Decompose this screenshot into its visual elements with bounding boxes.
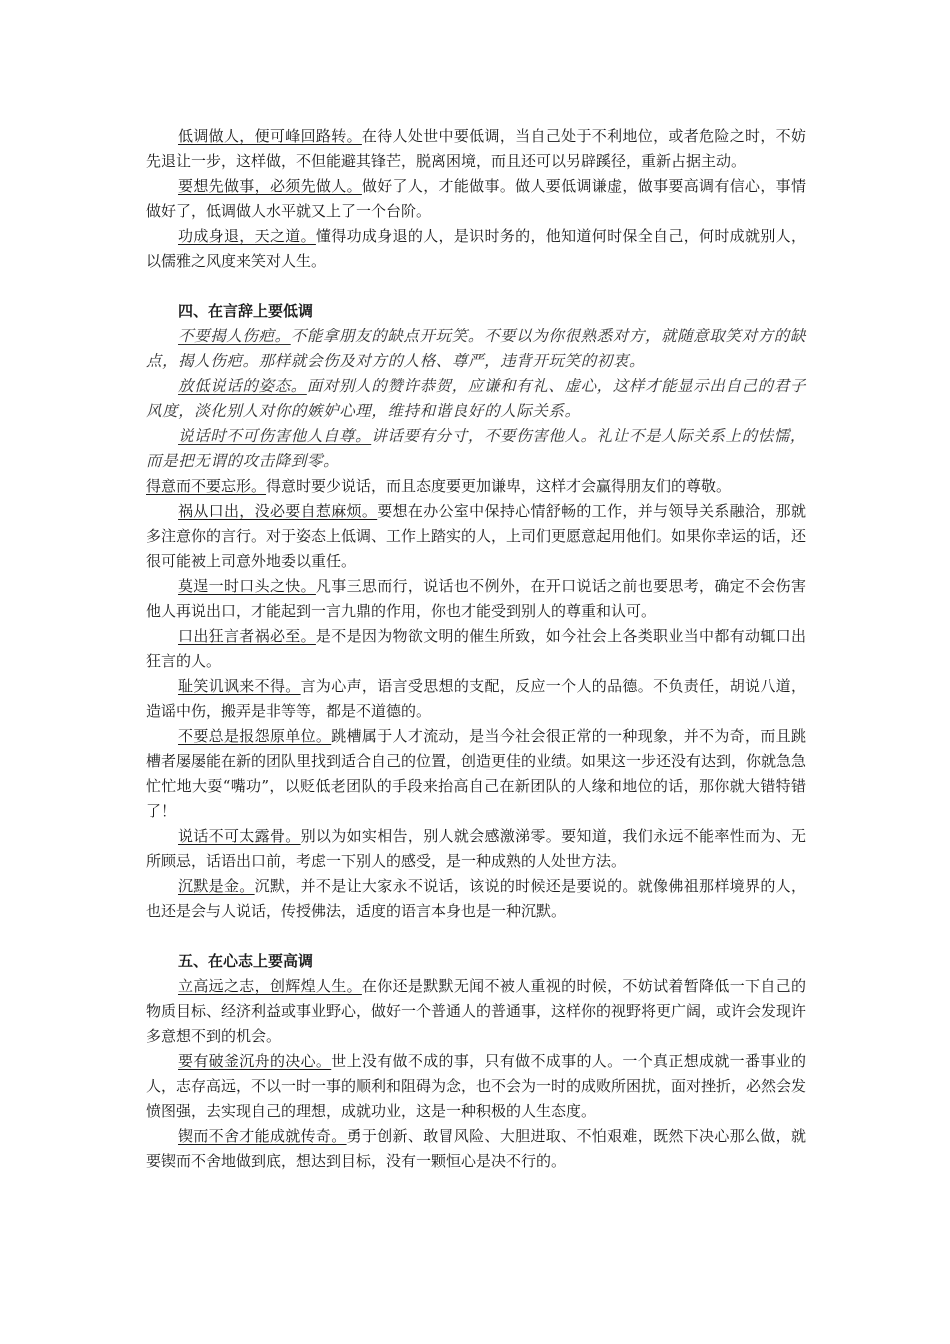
lead-phrase: 莫逞一时口头之快。 bbox=[178, 577, 316, 595]
paragraph bbox=[146, 474, 806, 499]
paragraph bbox=[146, 424, 806, 474]
paragraph-body: 不能拿朋友的缺点开玩笑。不要以为你很熟悉对方，就随意取笑对方的缺点，揭人伤疤。那样就会伤及对方的人格、尊严，违背开玩笑的初衷。 bbox=[146, 327, 806, 370]
paragraph-body: 面对别人的赞许恭贺，应谦和有礼、虚心，这样才能显示出自己的君子风度，淡化别人对你的嫉妒心理，维持和谐良好的人际关系。 bbox=[146, 377, 806, 420]
section-heading-5: 五、在心志上要高调 bbox=[178, 952, 314, 970]
paragraph bbox=[146, 1049, 806, 1124]
paragraph bbox=[146, 174, 806, 224]
lead-phrase: 要想先做事，必须先做人。 bbox=[178, 177, 362, 195]
paragraph-body: 得意时要少说话，而且态度要更加谦卑，这样才会赢得朋友们的尊敬。 bbox=[266, 477, 732, 495]
paragraph-body: 别以为如实相告，别人就会感激涕零。要知道，我们永远不能率性而为、无所顾忌，话语出口前，考虑一下别人的感受，是一种成熟的人处世方法。 bbox=[146, 827, 806, 870]
paragraph bbox=[146, 224, 806, 274]
paragraph-body: 跳槽属于人才流动，是当今社会很正常的一种现象，并不为奇，而且跳槽者屡屡能在新的团队里找到适合自己的位置，创造更佳的业绩。如果这一步还没有达到，你就急急忙忙地大耍“嘴功”，以贬低老团队的手段来抬高自己在新团队的人缘和地位的话，那你就大错特错了！ bbox=[146, 727, 807, 820]
paragraph-body: 讲话要有分寸，不要伤害他人。礼让不是人际关系上的怯懦，而是把无谓的攻击降到零。 bbox=[146, 427, 807, 470]
paragraph bbox=[146, 1124, 806, 1174]
paragraph-body: 做好了人，才能做事。做人要低调谦虚，做事要高调有信心，事情做好了，低调做人水平就又上了一个台阶。 bbox=[146, 177, 806, 220]
lead-phrase: 说话时不可伤害他人自尊。 bbox=[178, 427, 372, 445]
paragraph bbox=[146, 724, 806, 824]
lead-phrase: 口出狂言者祸必至。 bbox=[178, 627, 316, 645]
paragraph-body: 世上没有做不成的事，只有做不成事的人。一个真正想成就一番事业的人，志存高远，不以一时一事的顺利和阻碍为念，也不会为一时的成败所困扰，面对挫折，必然会发愤图强，去实现自己的理想，成就功业，这是一种积极的人生态度。 bbox=[146, 1052, 807, 1120]
section-4 bbox=[146, 474, 806, 924]
paragraph bbox=[146, 499, 806, 574]
paragraph-body: 在待人处世中要低调，当自己处于不利地位，或者危险之时，不妨先退让一步，这样做，不但能避其锋芒，脱离困境，而且还可以另辟蹊径，重新占据主动。 bbox=[146, 127, 806, 170]
lead-phrase: 不要总是报怨原单位。 bbox=[178, 727, 332, 745]
lead-phrase: 耻笑讥讽来不得。 bbox=[178, 677, 301, 695]
paragraph bbox=[146, 824, 806, 874]
paragraph bbox=[146, 674, 806, 724]
lead-phrase: 得意而不要忘形。 bbox=[146, 477, 267, 495]
lead-phrase: 祸从口出，没必要自惹麻烦。 bbox=[178, 502, 378, 520]
lead-phrase: 放低说话的姿态。 bbox=[178, 377, 307, 395]
paragraph-body: 在你还是默默无闻不被人重视的时候，不妨试着暂降低一下自己的物质目标、经济利益或事业野心，做好一个普通人的普通事，这样你的视野将更广阔，或许会发现许多意想不到的机会。 bbox=[146, 977, 807, 1045]
paragraph-body: 凡事三思而行，说话也不例外，在开口说话之前也要思考，确定不会伤害他人再说出口，才能起到一言九鼎的作用，你也才能受到别人的尊重和认可。 bbox=[146, 577, 806, 620]
lead-phrase: 锲而不舍才能成就传奇。 bbox=[178, 1127, 347, 1145]
paragraph-body: 言为心声，语言受思想的支配，反应一个人的品德。不负责任，胡说八道，造谣中伤，搬弄是非等等，都是不道德的。 bbox=[146, 677, 806, 720]
section-heading-4: 四、在言辞上要低调 bbox=[178, 302, 314, 320]
lead-phrase: 立高远之志，创辉煌人生。 bbox=[178, 977, 362, 995]
paragraph bbox=[146, 624, 806, 674]
paragraph bbox=[146, 124, 806, 174]
paragraph-body: 勇于创新、敢冒风险、大胆进取、不怕艰难，既然下决心那么做，就要锲而不舍地做到底，想达到目标，没有一颗恒心是决不行的。 bbox=[146, 1127, 806, 1170]
paragraph bbox=[146, 324, 806, 374]
lead-phrase: 要有破釜沉舟的决心。 bbox=[178, 1052, 332, 1070]
paragraph bbox=[146, 374, 806, 424]
document-page bbox=[146, 124, 806, 1174]
lead-phrase: 低调做人，便可峰回路转。 bbox=[178, 127, 362, 145]
lead-phrase: 沉默是金。 bbox=[178, 877, 255, 895]
paragraph bbox=[146, 974, 806, 1049]
paragraph bbox=[146, 874, 806, 924]
section-1 bbox=[146, 124, 806, 274]
paragraph-body: 要想在办公室中保持心情舒畅的工作，并与领导关系融洽，那就多注意你的言行。对于姿态上低调、工作上踏实的人，上司们更愿意起用他们。如果你幸运的话，还很可能被上司意外地委以重任。 bbox=[146, 502, 807, 570]
paragraph-body: 懂得功成身退的人，是识时务的，他知道何时保全自己，何时成就别人，以儒雅之风度来笑对人生。 bbox=[146, 227, 806, 270]
paragraph bbox=[146, 574, 806, 624]
lead-phrase: 功成身退，天之道。 bbox=[178, 227, 316, 245]
paragraph-body: 沉默，并不是让大家永不说话，该说的时候还是要说的。就像佛祖那样境界的人，也还是会与人说话，传授佛法，适度的语言本身也是一种沉默。 bbox=[146, 877, 806, 920]
lead-phrase: 不要揭人伤疤。 bbox=[178, 327, 291, 345]
paragraph-body: 是不是因为物欲文明的催生所致，如今社会上各类职业当中都有动辄口出狂言的人。 bbox=[146, 627, 806, 670]
lead-phrase: 说话不可太露骨。 bbox=[178, 827, 301, 845]
section-5 bbox=[146, 974, 806, 1174]
section-4-handwritten bbox=[146, 324, 806, 474]
